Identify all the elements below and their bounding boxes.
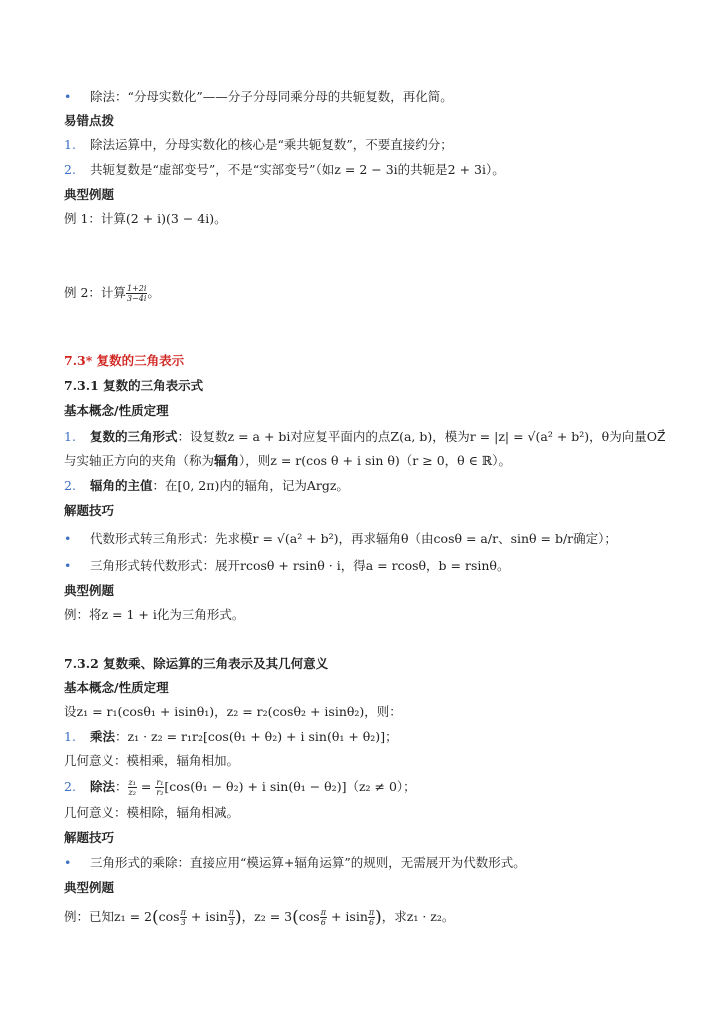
fraction-denominator: 3−4i [126,294,147,303]
fraction [180,908,187,927]
tip-text: 三角形式转代数形式：展开rcosθ + rsinθ · i，得a = rcosθ，b = rsinθ。 [90,558,510,573]
rule-term: 除法 [90,779,116,794]
rule-text: ：z₁ · z₂ = r₁r₂[cos(θ₁ + θ₂) + i sin(θ₁ + θ₂)]； [115,729,398,744]
example-text: cos [298,909,320,924]
tip-text: 代数形式转三角形式：先求模r = √(a² + b²)，再求辐角θ（由cosθ = a/r、sinθ = b/r确定）； [90,531,617,546]
geometric-meaning-multiplication: 几何意义：模相乘，辐角相加。 [64,753,240,768]
example-text: 例 2：计算 [64,285,126,300]
section-title-7-3: 7.3* 复数的三角表示 [64,353,185,368]
fraction-denominator: 6 [320,918,326,927]
example-3: 例：将z = 1 + i化为三角形式。 [64,607,245,622]
example-text: cos [158,909,180,924]
fraction-denominator: r₂ [156,788,164,797]
example-4 [64,908,679,927]
rule-term: 乘法 [90,729,116,744]
fraction-denominator: z₂ [128,788,136,797]
fraction-numerator: r₁ [156,778,164,787]
fraction-numerator: π [180,908,186,917]
tip-text: 三角形式的乘除：直接应用“模运算+辐角运算”的规则，无需展开为代数形式。 [90,855,526,870]
concept-text: ：设复数z = a + bi对应复平面内的点Z(a, b)，模为r = |z| = √(a² + b²)，θ为向量OZ⃗ [177,429,666,444]
paren-close: ) [375,907,382,928]
list-text: 共轭复数是“虚部变号”，不是“实部变号”（如z = 2 − 3i的共轭是2 + 3i）。 [90,162,505,177]
list-number: 2. [64,162,76,177]
example-text: ，z₂ = 3 [241,909,293,924]
heading-examples: 典型例题 [64,583,115,598]
bullet-marker: • [64,531,72,546]
heading-concepts: 基本概念/性质定理 [64,680,169,695]
geometric-meaning-division: 几何意义：模相除，辐角相减。 [64,805,240,820]
setup-statement: 设z₁ = r₁(cosθ₁ + isinθ₁)，z₂ = r₂(cosθ₂ + isinθ₂)，则： [64,704,402,719]
list-number: 2. [64,478,76,493]
bullet-division [64,88,679,106]
fraction-denominator: 3 [180,918,186,927]
heading-examples: 典型例题 [64,880,115,895]
section-title-7-3-1: 7.3.1 复数的三角表示式 [64,378,204,393]
rule-division [64,778,679,797]
bullet-text: 除法：“分母实数化”——分子分母同乘分母的共轭复数，再化简。 [90,89,453,104]
paren-close: ) [235,907,242,928]
list-item-mistake-1 [64,136,679,154]
list-text: 除法运算中，分母实数化的核心是“乘共轭复数”，不要直接约分； [90,137,453,152]
fraction-denominator: 3 [228,918,234,927]
concept-principal-arg [64,477,679,495]
heading-tips: 解题技巧 [64,503,115,518]
bullet-marker: • [64,855,72,870]
bullet-marker: • [64,558,72,573]
example-text: + isin [186,909,228,924]
section-title-7-3-2: 7.3.2 复数乘、除运算的三角表示及其几何意义 [64,656,329,671]
list-number: 1. [64,429,76,444]
concept-term: 辐角 [214,453,240,468]
example-text: 例：已知z₁ = 2 [64,909,152,924]
list-number: 1. [64,729,76,744]
heading-mistakes: 易错点拨 [64,113,115,128]
paren-open: ( [292,907,299,928]
tip-trig-mul-div [64,854,679,872]
fraction-numerator: π [320,908,326,917]
heading-concepts: 基本概念/性质定理 [64,403,169,418]
example-text: + isin [326,909,368,924]
example-1: 例 1：计算(2 + i)(3 − 4i)。 [64,211,227,226]
rule-multiplication [64,728,679,746]
heading-examples: 典型例题 [64,187,115,202]
list-number: 2. [64,779,76,794]
rule-text: = [136,779,156,794]
rule-text: [cos(θ₁ − θ₂) + i sin(θ₁ − θ₂)]（z₂ ≠ 0）； [164,779,416,794]
fraction [228,908,235,927]
concept-term: 辐角的主值 [90,478,153,493]
fraction [320,908,327,927]
heading-tips: 解题技巧 [64,830,115,845]
fraction-numerator: 1+2i [126,284,147,293]
example-text: 。 [147,285,160,300]
concept-text: ：在[0, 2π)内的辐角，记为Argz。 [152,478,349,493]
tip-trig-to-algebraic [64,557,679,575]
rule-text: ： [115,779,128,794]
tip-algebraic-to-trig [64,530,679,548]
example-2 [64,284,679,303]
fraction-numerator: z₁ [128,778,136,787]
list-item-mistake-2 [64,161,679,179]
list-number: 1. [64,137,76,152]
concept-trig-form [64,428,679,446]
concept-trig-form-cont [64,452,679,470]
bullet-marker: • [64,89,72,104]
concept-term: 复数的三角形式 [90,429,178,444]
fraction [126,284,147,303]
fraction-denominator: 6 [368,918,375,927]
example-text: ，求z₁ · z₂。 [381,909,455,924]
concept-text: 与实轴正方向的夹角（称为 [64,453,215,468]
fraction [128,778,137,797]
fraction-numerator: π [368,908,375,917]
paren-open: ( [151,907,159,928]
concept-text: ），则z = r(cos θ + i sin θ)（r ≥ 0，θ ∈ ℝ）。 [239,453,512,468]
fraction-numerator: π [228,908,234,917]
